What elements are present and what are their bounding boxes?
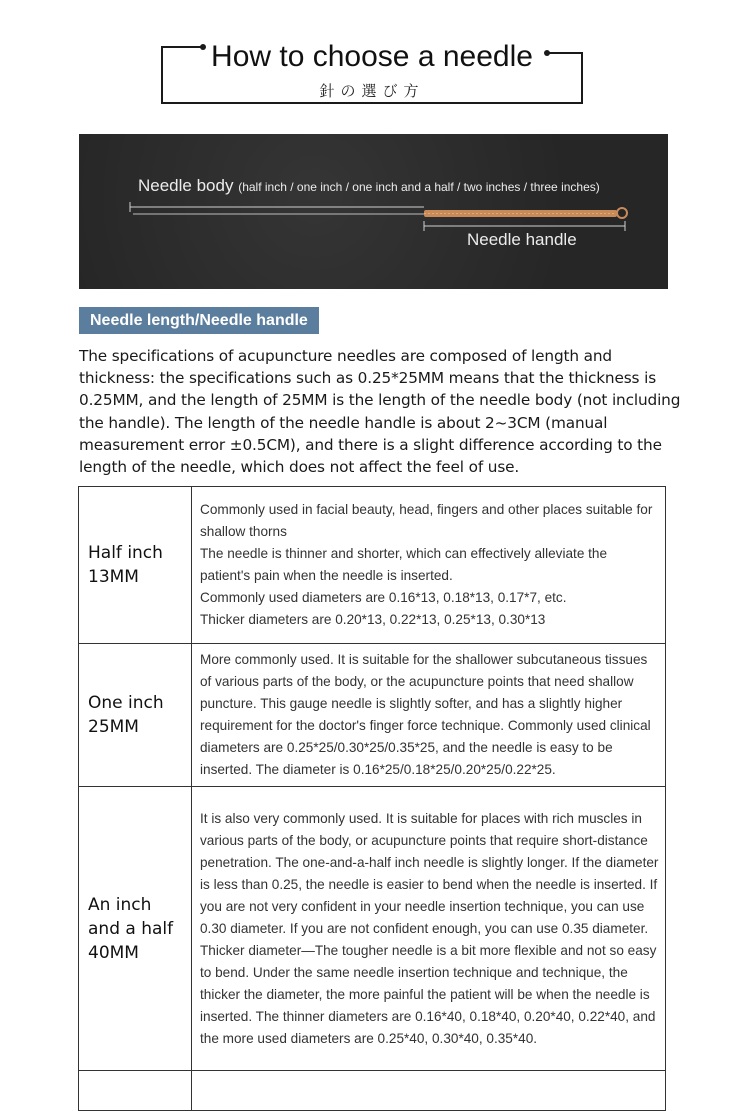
row-desc-cell	[192, 1071, 666, 1111]
row-name-line: and a half	[88, 918, 174, 939]
table-row	[79, 1071, 666, 1111]
needle-body-label: Needle body	[138, 176, 234, 195]
table-row	[79, 787, 666, 1071]
row-desc-cell	[192, 644, 666, 787]
row-name-line: One inch	[88, 693, 164, 713]
needle-handle-label: Needle handle	[467, 230, 577, 249]
frame-line-bottom	[161, 102, 583, 104]
title-frame	[161, 40, 583, 104]
row-name-cell	[79, 1071, 192, 1111]
page-subtitle: 針の選び方	[319, 82, 425, 100]
row-name-cell	[79, 487, 192, 644]
row-name-line: 13MM	[88, 567, 139, 587]
table-row	[79, 644, 666, 787]
row-desc-line: The needle is thinner and shorter, which can effectively alleviate the patient's pain when the needle is inserted.	[200, 546, 608, 583]
row-desc-line: Commonly used in facial beauty, head, fingers and other places suitable for shallow thorns	[200, 502, 653, 539]
page-title: How to choose a needle	[211, 40, 533, 73]
needle-handle-loop	[617, 208, 627, 218]
row-name-cell	[79, 787, 192, 1071]
intro-paragraph: The specifications of acupuncture needles are composed of length and thickness: the specifications such as 0.25*25MM means that the thickness is 0.25MM, and the length of 25MM is the length of the needle body (not including the handle). The length of the needle handle is about 2~3CM (manual measurement error ±0.5CM), and there is a slight difference according to the length of the needle, which does not affect the feel of use.	[79, 347, 681, 477]
row-name-line: Half inch	[88, 543, 163, 563]
needle-photo	[79, 134, 668, 289]
row-desc-line: Thicker diameters are 0.20*13, 0.22*13, 0.25*13, 0.30*13	[200, 612, 546, 627]
table-row	[79, 487, 666, 644]
row-name-line: 40MM	[88, 942, 139, 963]
needle-spec-table	[78, 486, 666, 1111]
row-name-line: 25MM	[88, 717, 139, 737]
row-desc-cell	[192, 487, 666, 644]
row-desc-line: It is also very commonly used. It is suitable for places with rich muscles in various parts of the body, or acupuncture points that require short-distance penetration. The one-and-a-half inch needle is slightly longer. If the diameter is less than 0.25, the needle is easier to bend when the needle is inserted. If you are not very confident in your needle insertion technique, you can use 0.30 diameter. If you are not confident enough, you can use 0.35 diameter. Thicker diameter—The tougher needle is a bit more flexible and not so easy to bend. Under the same needle insertion technique and technique, the thicker the diameter, the more painful the patient will be when the needle is inserted. The thinner diameters are 0.16*40, 0.18*40, 0.20*40, 0.22*40, and the more used diameters are 0.25*40, 0.30*40, 0.35*40.	[200, 810, 659, 1046]
row-name-line: An inch	[88, 894, 152, 915]
row-desc-line: Commonly used diameters are 0.16*13, 0.18*13, 0.17*7, etc.	[200, 590, 567, 605]
needle-illustration	[79, 134, 668, 289]
needle-body-lengths: (half inch / one inch / one inch and a half / two inches / three inches)	[238, 180, 600, 194]
needle-body-label-group	[138, 176, 600, 196]
row-desc-cell	[192, 787, 666, 1071]
row-name-cell	[79, 644, 192, 787]
section-tag: Needle length/Needle handle	[79, 307, 319, 334]
row-desc-line: More commonly used. It is suitable for the shallower subcutaneous tissues of various parts of the body, or the acupuncture points that need shallow puncture. This gauge needle is slightly softer, and has a slightly higher requirement for the doctor's finger force technique. Commonly used clinical diameters are 0.25*25/0.30*25/0.35*25, and the needle is easy to be inserted. The diameter is 0.16*25/0.18*25/0.20*25/0.22*25.	[200, 652, 651, 777]
